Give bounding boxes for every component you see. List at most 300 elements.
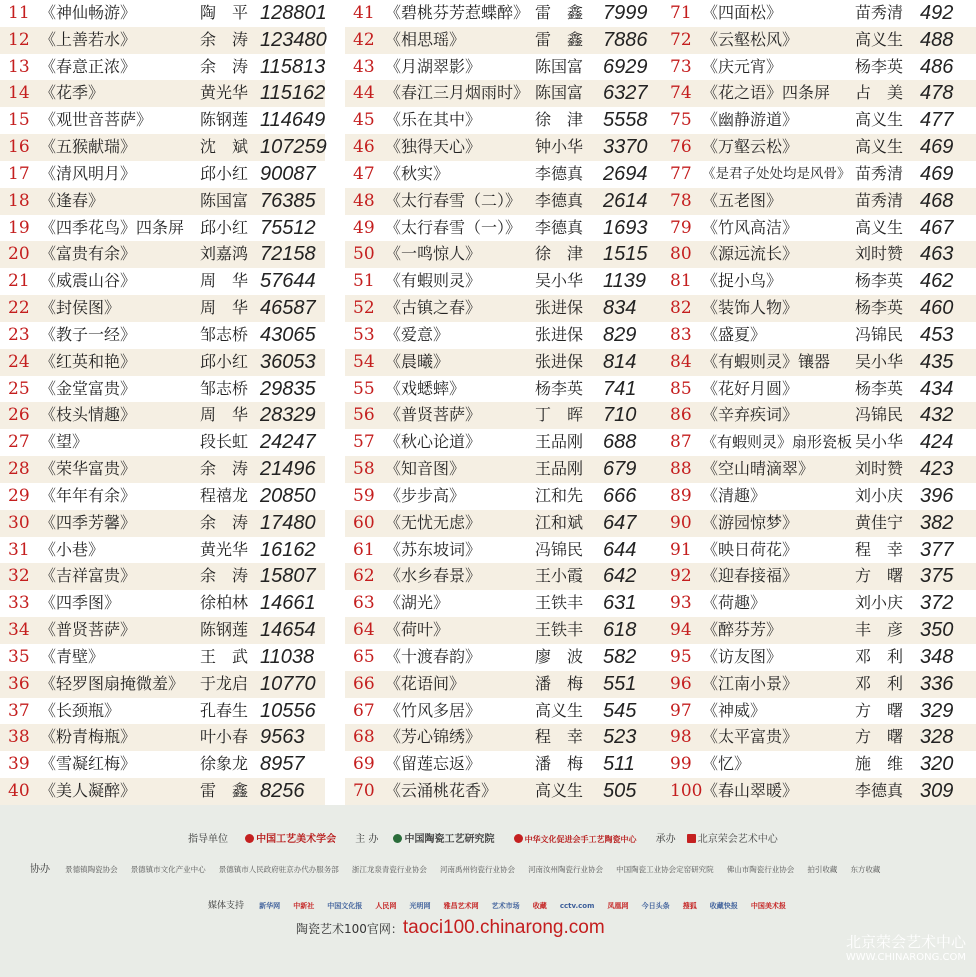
artwork-title: 《忆》 [702,754,751,774]
vote-count: 14661 [260,592,316,615]
rank-number: 71 [670,3,692,23]
ranking-row [345,402,670,429]
ranking-row [660,724,976,751]
rank-number: 17 [8,163,30,184]
artist-name: 吴小华 [535,271,584,291]
artist-name: 王品刚 [535,432,584,452]
vote-count: 710 [603,404,637,427]
guide-org: 中国工艺美术学会 [256,834,337,845]
rank-number: 74 [670,83,692,104]
guide-label: 指导单位 [188,834,228,845]
artwork-title: 《竹风多居》 [385,700,482,720]
media-logo: 收藏 [532,902,547,910]
rank-number: 29 [8,485,30,506]
rank-number: 65 [353,646,375,667]
vote-count: 350 [920,619,954,642]
vote-count: 72158 [260,243,316,266]
artwork-title: 《装饰人物》 [702,298,799,318]
rank-number: 64 [353,620,375,641]
vote-count: 644 [603,538,637,561]
ranking-row [345,724,670,751]
artwork-title: 《枝头情趣》 [40,405,137,425]
rank-number: 66 [353,673,375,694]
artwork-title: 《四面松》 [702,3,783,22]
artist-name: 高义生 [855,110,904,130]
ranking-row [660,107,976,134]
undertake-logo-icon [687,834,696,843]
rank-number: 78 [670,190,692,211]
rank-number: 60 [353,512,375,533]
artist-name: 陈国富 [200,190,249,210]
co-label: 协办 [30,864,50,875]
artist-name: 苗秀清 [855,163,904,183]
artist-name: 杨李英 [535,378,584,398]
media-logo: 新华网 [259,902,281,910]
website-link[interactable]: taoci100.chinarong.com [402,917,605,938]
artwork-title: 《四季图》 [40,593,121,613]
artist-name: 程 幸 [855,539,904,559]
artwork-title: 《庆元宵》 [702,56,783,76]
vote-count: 9563 [260,726,305,749]
rank-number: 96 [670,673,692,694]
vote-count: 329 [920,699,954,722]
artwork-title: 《太行春雪（一）》 [385,217,522,237]
vote-count: 666 [603,484,637,507]
vote-count: 1693 [603,216,648,239]
artwork-title: 《一鸣惊人》 [385,244,482,264]
artwork-title: 《迎春接福》 [702,566,799,586]
vote-count: 375 [920,565,954,588]
rank-number: 72 [670,29,692,50]
vote-count: 1139 [603,270,647,293]
vote-count: 679 [603,458,637,481]
artist-name: 王 武 [200,646,249,666]
rank-number: 89 [670,485,692,506]
rank-number: 27 [8,432,30,453]
vote-count: 107259 [260,136,327,159]
co-org: 河南禹州钧瓷行业协会 [439,865,515,874]
artist-name: 邱小红 [200,217,249,237]
media-logo: 中新社 [293,902,315,910]
rank-number: 14 [8,83,30,104]
watermark-name: 北京荣会艺术中心 [845,933,966,951]
artist-name: 方 曙 [855,566,904,586]
artist-name: 段长虹 [200,432,249,452]
rank-number: 21 [8,271,30,292]
vote-count: 511 [603,753,635,776]
artist-name: 邱小红 [200,351,249,371]
ranking-column-2 [345,0,670,805]
co-org: 中国陶瓷工业协会定窑研究院 [616,865,714,874]
ranking-row [345,617,670,644]
artist-name: 刘嘉鸿 [200,244,249,264]
media-logo: 人民网 [375,902,397,910]
vote-count: 523 [603,726,637,749]
rank-number: 70 [353,781,375,802]
ranking-row [345,778,670,805]
rank-number: 86 [670,405,692,426]
vote-count: 28329 [260,404,316,427]
vote-count: 114649 [260,109,326,132]
ranking-row [0,671,325,698]
artist-name: 雷 鑫 [200,781,249,801]
artwork-title: 《花之语》四条屏 [702,83,831,103]
rank-number: 61 [353,539,375,560]
vote-count: 2614 [603,189,648,212]
ranking-row [345,161,670,188]
ranking-row [660,644,976,671]
vote-count: 435 [920,350,954,373]
artwork-title: 《有蝦则灵》 [385,271,482,291]
rank-number: 92 [670,566,692,587]
rank-number: 82 [670,298,692,319]
co-org: 拍引收藏 [807,865,838,874]
artist-name: 王品刚 [535,459,584,479]
artwork-title: 《留莲忘返》 [385,754,482,774]
artist-name: 占 美 [855,83,904,103]
ranking-row [660,402,976,429]
media-logo: cctv.com [559,902,595,910]
rank-number: 98 [670,727,692,748]
artist-name: 方 曙 [855,700,904,720]
artist-name: 余 涛 [200,459,249,479]
artwork-title: 《竹风高洁》 [702,217,799,237]
rank-number: 33 [8,593,30,614]
artist-name: 刘时赞 [855,459,904,479]
media-logo: 收藏快报 [709,902,738,910]
artwork-title: 《映日荷花》 [702,539,799,559]
vote-count: 505 [603,780,637,803]
artist-name: 陈钢莲 [200,110,249,130]
vote-count: 642 [603,565,637,588]
artwork-title: 《金堂富贵》 [40,378,137,398]
vote-count: 46587 [260,297,316,320]
rank-number: 81 [670,271,692,292]
artist-name: 余 涛 [200,512,249,532]
artwork-title: 《神仙畅游》 [40,3,137,22]
ranking-row [345,27,670,54]
website-row [296,917,605,939]
artwork-title: 《是君子处处均是风骨》 [702,165,851,182]
ranking-row [660,54,976,81]
artwork-title: 《云壑松风》 [702,29,799,49]
rank-number: 28 [8,459,30,480]
vote-count: 57644 [260,270,316,293]
artwork-title: 《相思瑶》 [385,29,466,49]
ranking-row [0,134,325,161]
rank-number: 83 [670,324,692,345]
artist-name: 邹志桥 [200,378,249,398]
ranking-row [0,617,325,644]
rank-number: 31 [8,539,30,560]
artist-name: 杨李英 [855,56,904,76]
artwork-title: 《富贵有余》 [40,244,137,264]
artist-name: 徐象龙 [200,754,249,774]
artist-name: 余 涛 [200,29,249,49]
vote-count: 115813 [260,55,326,78]
media-label: 媒体支持 [208,901,245,911]
rank-number: 22 [8,298,30,319]
artist-name: 苗秀清 [855,190,904,210]
vote-count: 123480 [260,28,327,51]
media-logo: 光明网 [409,902,431,910]
ranking-row [345,80,670,107]
artist-name: 张进保 [535,324,584,344]
artist-name: 周 华 [200,298,249,318]
vote-count: 7886 [603,28,648,51]
artist-name: 廖 波 [535,646,584,666]
vote-count: 582 [603,645,637,668]
ranking-row [660,429,976,456]
rank-number: 91 [670,539,692,560]
artist-name: 于龙启 [200,673,249,693]
vote-count: 76385 [260,189,316,212]
artist-name: 余 涛 [200,566,249,586]
artist-name: 潘 梅 [535,673,584,693]
ranking-row [660,563,976,590]
vote-count: 10770 [260,672,316,695]
artwork-title: 《万壑云松》 [702,137,799,157]
ranking-row [345,483,670,510]
artwork-title: 《空山晴滴翠》 [702,459,815,479]
artwork-title: 《独得天心》 [385,137,482,157]
rank-number: 24 [8,351,30,372]
artist-name: 周 华 [200,405,249,425]
rank-number: 11 [8,3,30,23]
ranking-row [345,456,670,483]
artist-name: 高义生 [855,217,904,237]
artwork-title: 《美人凝醉》 [40,781,137,801]
vote-count: 36053 [260,350,316,373]
artwork-title: 《游园惊梦》 [702,512,799,532]
vote-count: 477 [920,109,954,132]
rank-number: 18 [8,190,30,211]
ranking-row [345,134,670,161]
ranking-row [0,107,325,134]
artist-name: 杨李英 [855,271,904,291]
rank-number: 58 [353,459,375,480]
artwork-title: 《荷趣》 [702,593,767,613]
vote-count: 11038 [260,645,315,668]
ranking-row [345,751,670,778]
vote-count: 688 [603,431,637,454]
ranking-row [345,510,670,537]
artwork-title: 《荣华富贵》 [40,459,137,479]
vote-count: 423 [920,458,954,481]
footer [0,805,976,977]
artwork-title: 《源远流长》 [702,244,799,264]
ranking-row [660,268,976,295]
artist-name: 刘时赞 [855,244,904,264]
vote-count: 467 [920,216,954,239]
artist-name: 施 维 [855,754,904,774]
rank-number: 30 [8,512,30,533]
undertake-label: 承办 [655,834,676,845]
artist-name: 雷 鑫 [535,3,584,22]
artwork-title: 《花季》 [40,83,105,103]
artist-name: 孔春生 [200,700,249,720]
rank-number: 99 [670,754,692,775]
artist-name: 冯锦民 [855,405,904,425]
artwork-title: 《青壁》 [40,646,105,666]
artwork-title: 《芳心锦绣》 [385,727,482,747]
rank-number: 45 [353,110,375,131]
vote-count: 551 [603,672,637,695]
artist-name: 李德真 [535,217,584,237]
ranking-row [660,537,976,564]
artist-name: 刘小庆 [855,593,904,613]
vote-count: 434 [920,377,954,400]
artwork-title: 《吉祥富贵》 [40,566,137,586]
artwork-title: 《月湖翠影》 [385,56,482,76]
artwork-title: 《苏东坡词》 [385,539,482,559]
ranking-row [345,107,670,134]
rank-number: 54 [353,351,375,372]
rank-number: 68 [353,727,375,748]
ranking-row [0,537,325,564]
artist-name: 徐柏林 [200,593,249,613]
media-logo: 艺术市场 [491,902,520,910]
artwork-title: 《四季芳馨》 [40,512,137,532]
rank-number: 40 [8,781,30,802]
vote-count: 478 [920,82,954,105]
artwork-title: 《有蝦则灵》镶器 [702,351,831,371]
co-organizer-row [30,857,888,876]
media-logo: 今日头条 [641,902,670,910]
rank-number: 36 [8,673,30,694]
artwork-title: 《普贤菩萨》 [40,620,137,640]
ranking-row [345,0,670,27]
ranking-row [0,215,325,242]
artwork-title: 《逢春》 [40,190,105,210]
artwork-title: 《年年有余》 [40,485,137,505]
vote-count: 20850 [260,484,316,507]
guide-logo-icon [245,834,254,843]
ranking-row [660,751,976,778]
ranking-row [660,376,976,403]
ranking-row [345,54,670,81]
ranking-row [0,429,325,456]
artwork-title: 《知音图》 [385,459,466,479]
co-org: 景德镇市人民政府驻京办代办服务部 [218,865,339,874]
artwork-title: 《五猴献瑞》 [40,137,137,157]
artwork-title: 《观世音菩萨》 [40,110,153,130]
artist-name: 雷 鑫 [535,29,584,49]
artwork-title: 《太行春雪（二）》 [385,190,522,210]
artist-name: 杨李英 [855,378,904,398]
artwork-title: 《戏蟋蟀》 [385,378,466,398]
rank-number: 90 [670,512,692,533]
artwork-title: 《碧桃芬芳惹蝶醉》 [385,3,530,22]
ranking-row [345,644,670,671]
artist-name: 徐 津 [535,110,584,130]
artwork-title: 《湖光》 [385,593,450,613]
rank-number: 79 [670,217,692,238]
vote-count: 463 [920,243,954,266]
rank-number: 47 [353,163,375,184]
artwork-title: 《封侯图》 [40,298,121,318]
rank-number: 63 [353,593,375,614]
artwork-title: 《花好月圆》 [702,378,799,398]
vote-count: 336 [920,672,954,695]
rank-number: 55 [353,378,375,399]
media-logo: 搜狐 [682,902,697,910]
artwork-title: 《云涌桃花香》 [385,781,498,801]
artwork-title: 《小巷》 [40,539,105,559]
artwork-title: 《春意正浓》 [40,56,137,76]
artist-name: 苗秀清 [855,3,904,22]
vote-count: 372 [920,592,954,615]
ranking-row [345,215,670,242]
rank-number: 38 [8,727,30,748]
rank-number: 13 [8,56,30,77]
artist-name: 程禧龙 [200,485,249,505]
rank-number: 62 [353,566,375,587]
rank-number: 32 [8,566,30,587]
ranking-row [660,188,976,215]
vote-count: 15807 [260,565,316,588]
vote-count: 377 [920,538,954,561]
artist-name: 邹志桥 [200,324,249,344]
ranking-column-3 [660,0,976,805]
ranking-row [0,456,325,483]
ranking-row [345,241,670,268]
artist-name: 刘小庆 [855,485,904,505]
artwork-title: 《古镇之春》 [385,298,482,318]
rank-number: 87 [670,432,692,453]
artwork-title: 《太平富贵》 [702,727,799,747]
artwork-title: 《秋实》 [385,163,450,183]
artwork-title: 《荷叶》 [385,620,450,640]
ranking-row [0,724,325,751]
ranking-row [660,590,976,617]
vote-count: 647 [603,511,637,534]
artist-name: 江和斌 [535,512,584,532]
media-logo: 凤凰网 [607,902,629,910]
ranking-row [660,295,976,322]
artwork-title: 《花语间》 [385,673,466,693]
rank-number: 57 [353,432,375,453]
rank-number: 88 [670,459,692,480]
vote-count: 29835 [260,377,316,400]
ranking-row [345,268,670,295]
rank-number: 80 [670,244,692,265]
artist-name: 黄光华 [200,83,249,103]
rank-number: 77 [670,163,692,184]
rank-number: 67 [353,700,375,721]
rank-number: 97 [670,700,692,721]
ranking-row [0,590,325,617]
artwork-title: 《无忧无虑》 [385,512,482,532]
ranking-row [345,590,670,617]
rank-number: 50 [353,244,375,265]
ranking-row [660,161,976,188]
vote-count: 2694 [603,162,648,185]
vote-count: 631 [603,592,637,615]
vote-count: 320 [920,753,954,776]
artist-name: 张进保 [535,298,584,318]
artwork-title: 《晨曦》 [385,351,450,371]
vote-count: 16162 [260,538,316,561]
co-org: 景德镇陶瓷协会 [65,865,118,874]
vote-count: 460 [920,297,954,320]
artist-name: 邱小红 [200,163,249,183]
vote-count: 14654 [260,619,316,642]
vote-count: 469 [920,162,954,185]
rank-number: 48 [353,190,375,211]
ranking-column-1 [0,0,325,805]
vote-count: 328 [920,726,954,749]
